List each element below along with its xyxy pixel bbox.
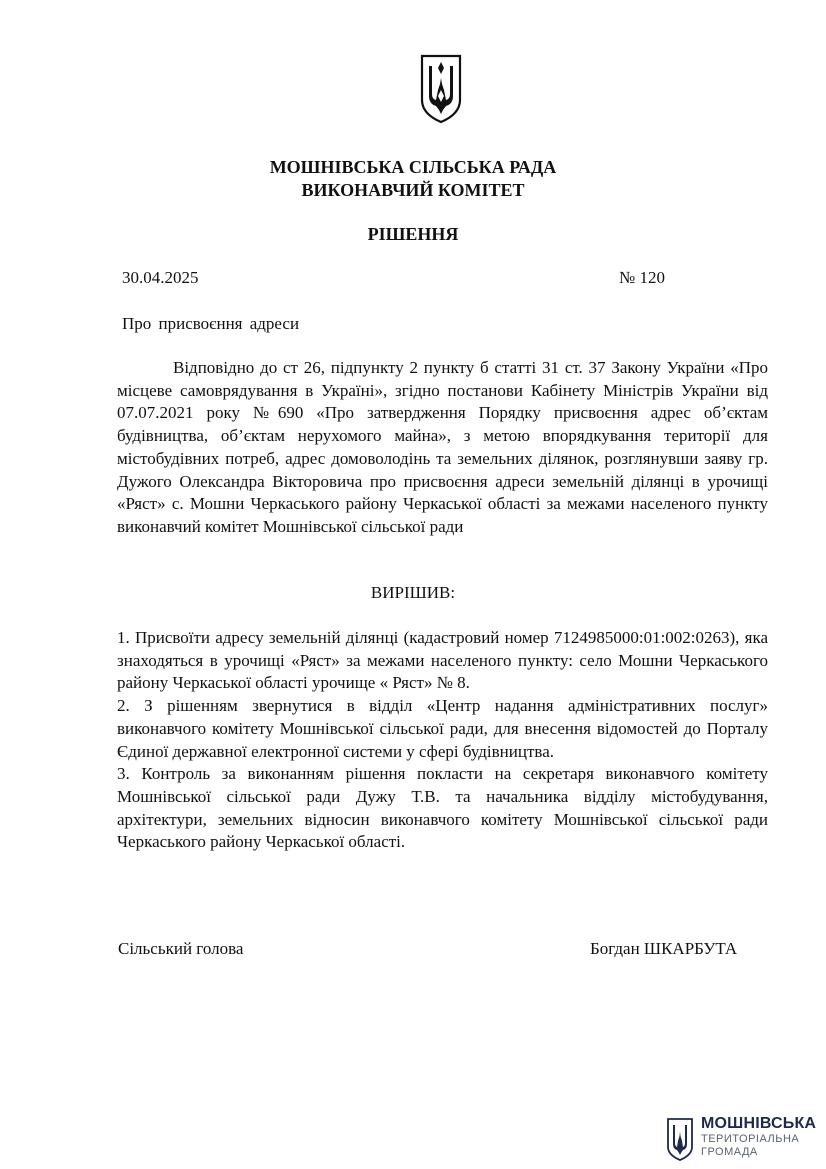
- community-logo: [666, 1115, 816, 1165]
- resolution-item-1: 1. Присвоїти адресу земельній ділянці (кадастровий номер 7124985000:01:002:0263), яка знаходяться в урочищі «Ряст» за межами населеного пункту: село Мошни Черкаського району Черкаської області урочище « Ряст» № 8.: [117, 628, 768, 693]
- resolved-heading: ВИРІШИВ:: [370, 583, 456, 602]
- preamble-paragraph: Відповідно до ст 26, підпункту 2 пункту б статті 31 ст. 37 Закону України «Про місцеве самоврядування в Україні», згідно постанови Кабінету Міністрів України від 07.07.2021 року №690 «Про затвердження Порядку присвоєння адрес об’єктам будівництва, об’єктам нерухомого майна», з метою впорядкування території для містобудівних потреб, адрес домоволодінь та земельних ділянок, розглянувши заяву гр. Дужого Олександра Вікторовича про присвоєння адреси земельній ділянці в урочищі «Ряст» с. Мошни Черкаського району Черкаської області за межами населеного пункту виконавчий комітет Мошнівської сільської ради: [117, 358, 768, 536]
- trident-icon: [666, 1117, 694, 1161]
- signatory-name: Богдан ШКАРБУТА: [590, 939, 738, 958]
- committee-name: ВИКОНАВЧИЙ КОМІТЕТ: [301, 180, 525, 200]
- signatory-title: Сільський голова: [118, 939, 244, 958]
- logo-subtitle-1: ТЕРИТОРІАЛЬНА: [701, 1133, 800, 1145]
- resolution-item-2: 2. З рішенням звернутися в відділ «Центр надання адміністративних послуг» виконавчого комітету Мошнівської сільської ради, для внесення відомостей до Порталу Єдиної державної електронної системи у сфері будівництва.: [117, 696, 768, 761]
- decision-date: 30.04.2025: [122, 268, 199, 287]
- council-name: МОШНІВСЬКА СІЛЬСЬКА РАДА: [269, 157, 557, 177]
- coat-of-arms-trident-icon: [416, 52, 466, 124]
- logo-title: МОШНІВСЬКА: [701, 1115, 817, 1132]
- logo-subtitle-2: ГРОМАДА: [701, 1146, 758, 1158]
- document-type: РІШЕННЯ: [367, 224, 459, 244]
- decision-subject: Про присвоєння адреси: [122, 314, 300, 333]
- resolution-item-3: 3. Контроль за виконанням рішення покласти на секретаря виконавчого комітету Мошнівської сільської ради Дужу Т.В. та начальника відділу містобудування, архітектури, земельних відносин виконавчого комітету Мошнівської сільської ради Черкаського району Черкаської області.: [117, 764, 768, 852]
- resolution-items: [117, 627, 768, 854]
- decision-number: № 120: [619, 268, 665, 287]
